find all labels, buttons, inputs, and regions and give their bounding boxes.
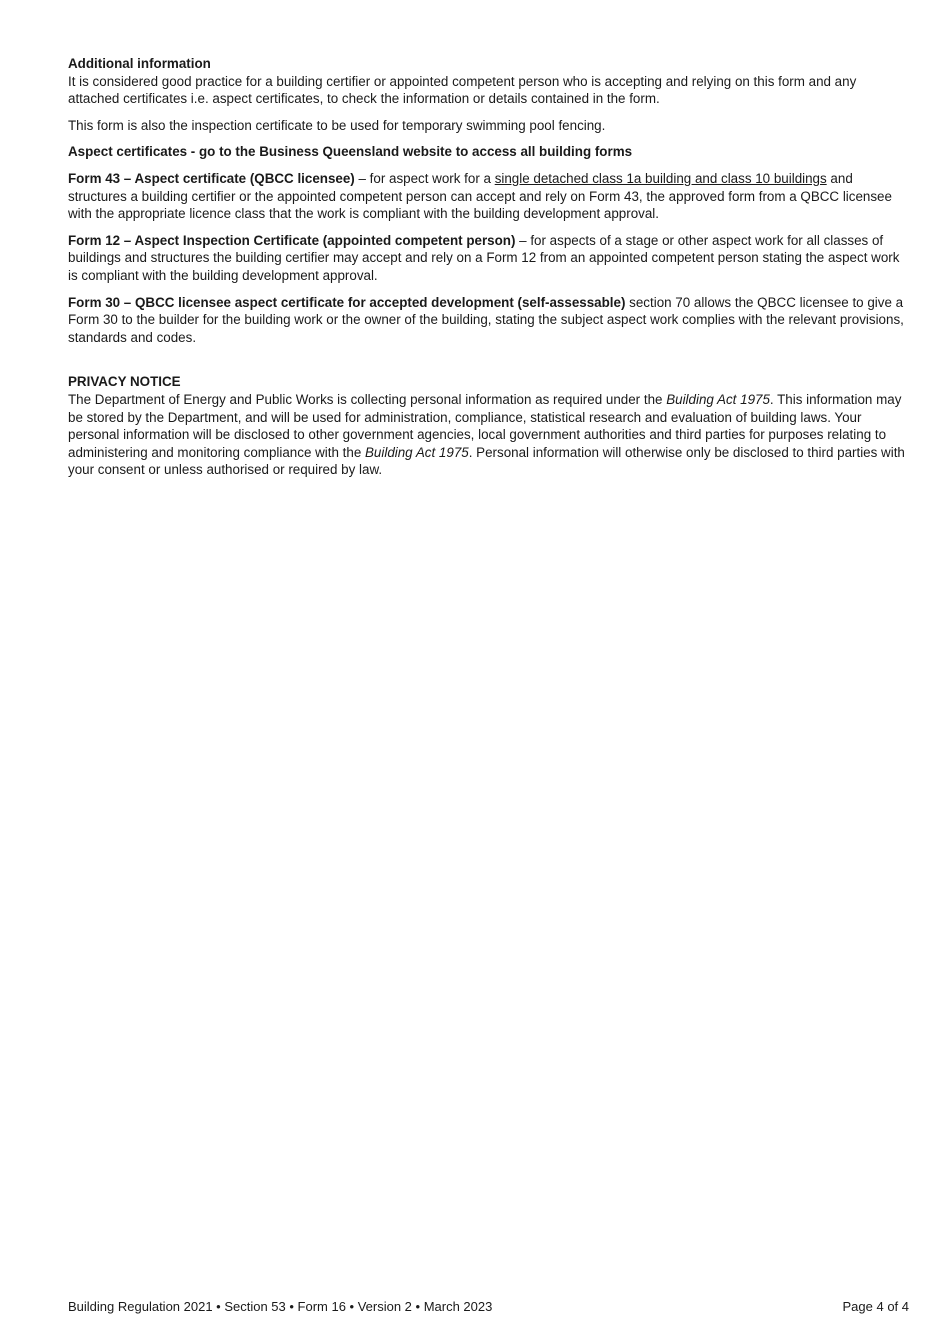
footer-page-number: Page 4 of 4 — [842, 1299, 909, 1314]
form30-title: Form 30 – QBCC licensee aspect certificate for accepted development (self-assessable) — [68, 294, 626, 310]
form43-text-b: and structures a building certifier or the appointed competent person can accept and rely on Form 43, the approved form from a QBCC licensee with the appropriate licence class that the work is compliant with the building development approval. — [68, 170, 892, 222]
form30-paragraph — [68, 294, 910, 347]
privacy-text-a: The Department of Energy and Public Works is collecting personal information as required under the — [68, 391, 667, 407]
form12-paragraph — [68, 232, 910, 285]
privacy-notice-paragraph — [68, 391, 910, 479]
form43-title: Form 43 – Aspect certificate (QBCC licensee) — [68, 170, 355, 186]
page-content — [68, 55, 910, 479]
additional-info-paragraph: It is considered good practice for a building certifier or appointed competent person who is accepting and relying on this form and any attached certificates i.e. aspect certificates, to check the information or details contained in the form. — [68, 73, 857, 107]
form12-title: Form 12 – Aspect Inspection Certificate (appointed competent person) — [68, 232, 516, 248]
footer-document-info: Building Regulation 2021 • Section 53 • Form 16 • Version 2 • March 2023 — [68, 1299, 493, 1314]
privacy-notice-heading: PRIVACY NOTICE — [68, 374, 181, 390]
privacy-text-b: . This information may be stored by the Department, and will be used for administration, compliance, statistical research and evaluation of building laws. Your personal information will be disclosed to other government agencies, local government authorities and third parties for purposes relating to administering and monitoring compliance with the — [68, 391, 902, 460]
form30-text: section 70 allows the QBCC licensee to give a Form 30 to the builder for the building work or the owner of the building, stating the subject aspect work complies with the relevant provisions, standards and codes. — [68, 294, 904, 345]
form43-text-a: – for aspect work for a — [354, 170, 495, 186]
privacy-text-c: . Personal information will otherwise only be disclosed to third parties with your consent or unless authorised or required by law. — [68, 444, 905, 478]
privacy-act-1: Building Act 1975 — [666, 391, 770, 407]
form43-link[interactable]: single detached class 1a building and class 10 buildings — [494, 170, 827, 186]
aspect-certificates-heading: Aspect certificates - go to the Business Queensland website to access all building forms — [68, 144, 633, 160]
form12-text: – for aspects of a stage or other aspect work for all classes of buildings and structures the building certifier may accept and rely on a Form 12 from an appointed competent person stating the aspect work is compliant with the building development approval. — [68, 232, 900, 283]
pool-fencing-paragraph: This form is also the inspection certificate to be used for temporary swimming pool fencing. — [68, 117, 606, 133]
additional-info-heading: Additional information — [68, 56, 211, 71]
form43-paragraph — [68, 170, 910, 223]
privacy-act-2: Building Act 1975 — [364, 444, 469, 460]
